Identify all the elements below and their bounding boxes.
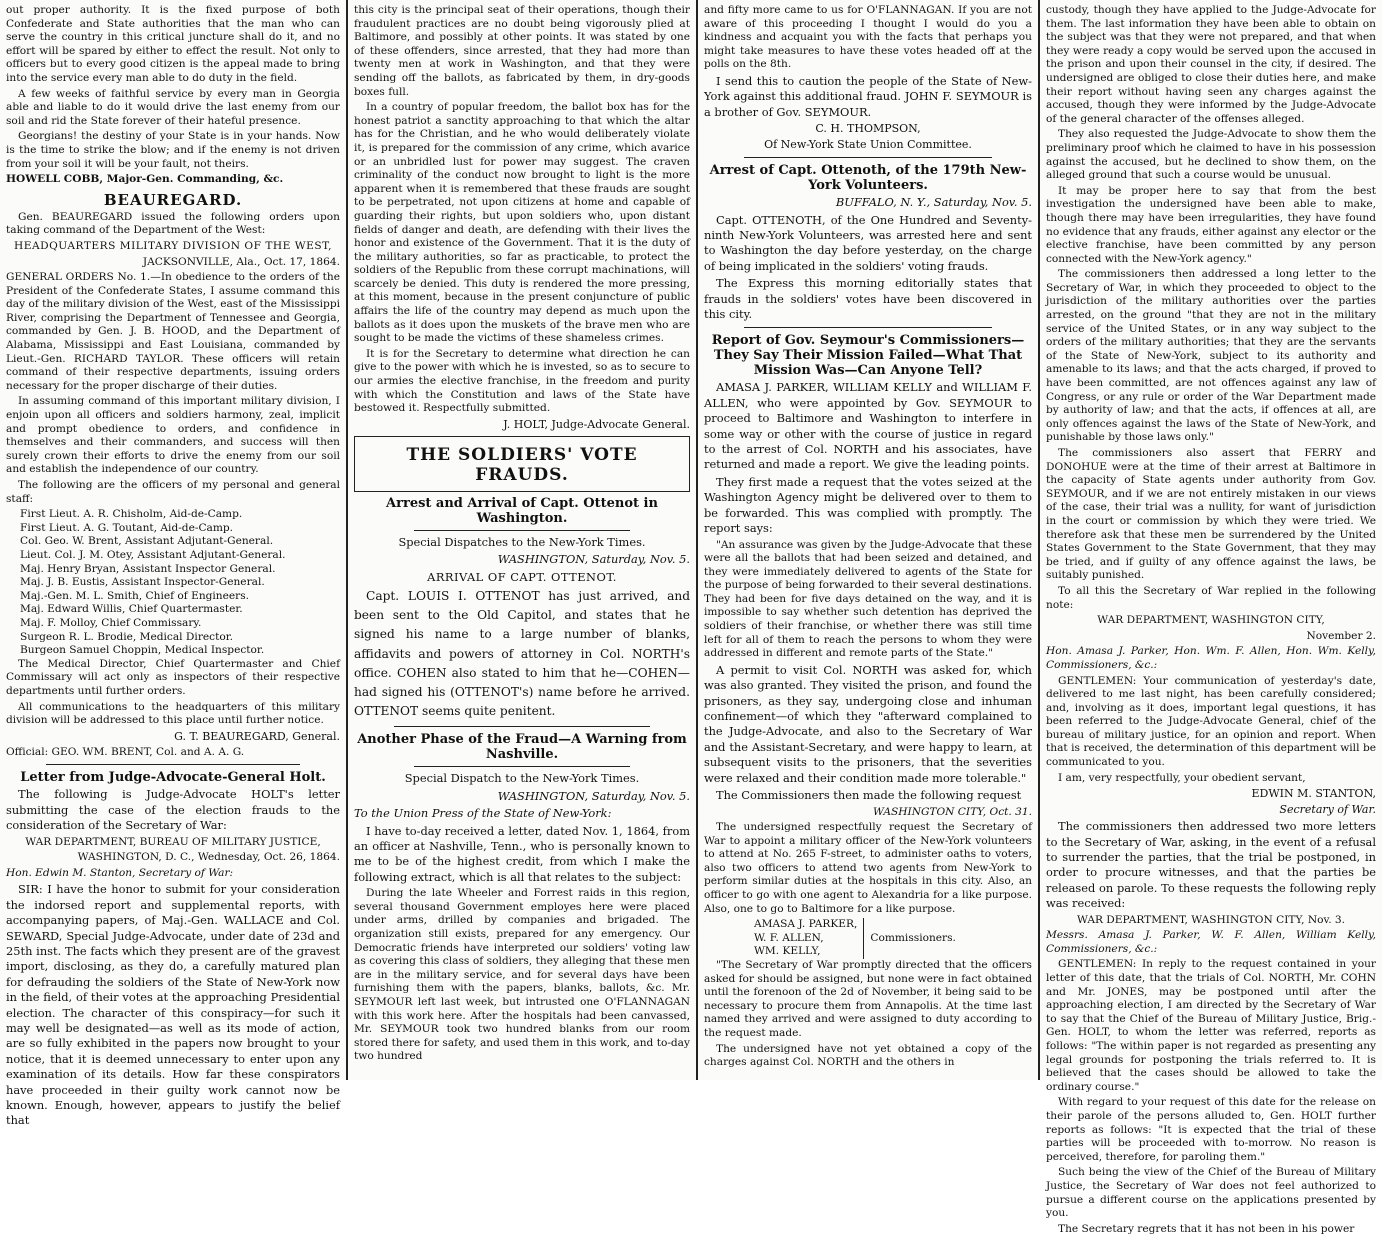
dateline: WASHINGTON, D. C., Wednesday, Oct. 26, 1864. xyxy=(77,851,340,864)
divider xyxy=(744,327,992,328)
main-headline: THE SOLDIERS' VOTE FRAUDS. xyxy=(406,444,638,485)
salutation: Messrs. Amasa J. Parker, W. F. Allen, William Kelly, Commissioners, &c.: xyxy=(1046,929,1376,955)
paragraph: SIR: I have the honor to submit for your consideration the indorsed report and supplemental reports, with accompanying papers, of Maj.-Gen. WALLACE and Col. SEWARD, Special Judge-Advocate, under date of 23d and 25th inst. The facts which they present are of the gravest import, disclosing, as they do, a carefully matured plan for defrauding the soldiers of the State of New-York now in the field, of their votes at the approaching Presidential election. The character of this conspiracy—for such it may well be designated—as well as its mode of action, are so fully exhibited in the papers now brought to your notice, that it is deemed unnecessary to enter upon any examination of its details. How far these conspirators have proceeded in their guilty work cannot now be known. Enough, however, appears to justify the belief that xyxy=(6,882,340,1128)
paragraph: I have to-day received a letter, dated Nov. 1, 1864, from an officer at Nashville, Tenn., who is personally known to me to be of the highest credit, from which I make the following extract, which is all that relates to the subject: xyxy=(354,823,690,884)
signature: C. H. THOMPSON, xyxy=(815,122,921,136)
paragraph: The following are the officers of my personal and general staff: xyxy=(6,479,340,505)
divider xyxy=(414,766,630,767)
paragraph: GENTLEMEN: In reply to the request contained in your letter of this date, that the trials of Col. NORTH, Mr. COHN and Mr. JONES, may be postponed until after the approaching election, I am directed by the Secretary of War to say that the Chief of the Bureau of Military Justice, Brig.-Gen. HOLT, to whom the letter was referred, reports as follows: "The within paper is not regarded as presenting any legal grounds for postponing the trials referred to. It is believed that the cases should be allowed to take the ordinary course." xyxy=(1046,958,1376,1093)
paragraph: During the late Wheeler and Forrest raids in this region, several thousand Government employes here were placed under arms, drilled by companies and brigaded. The organization still exists, prepared for any emergency. Our Democratic friends have interpreted our soldiers' voting law as covering this class of soldiers, they alleging that these men are in the military service, and for several days have been furnishing them with the papers, blanks, ballots, &c. Mr. SEYMOUR left last week, but intrusted one O'FLANNAGAN with this work here. After the hospitals had been canvassed, Mr. SEYMOUR took two hundred blanks from our room stored there for safety, and used them in this work, and to-day two hundred xyxy=(354,887,690,1063)
paragraph: GENERAL ORDERS No. 1.—In obedience to the orders of the President of the Confederate States, I assume command this day of the military division of the West, east of the Mississippi River, comprising the Department of Tennessee and Georgia, commanded by Gen. J. B. HOOD, and the Department of Alabama, Mississippi and East Louisiana, commanded by Lieut.-Gen. RICHARD TAYLOR. These officers will retain command of their respective departments, issuing orders necessary for the proper discharge of their duties. xyxy=(6,271,340,392)
paragraph: The Secretary regrets that it has not been in his power xyxy=(1058,1222,1355,1235)
paragraph: The undersigned respectfully request the Secretary of War to appoint a military officer of the New-York volunteers to attend at No. 265 F-street, to administer oaths to voters, also two officers to attend two agents from New-York to perform similar duties at the hospitals in this city. Also, an officer to go with one agent to Alexandria for a like purpose. Also, one to go to Baltimore for a like purpose. xyxy=(704,821,1032,915)
dateline: HEADQUARTERS MILITARY DIVISION OF THE WEST, xyxy=(14,239,332,252)
paragraph: The Express this morning editorially states that frauds in the soldiers' votes have been discovered in this city. xyxy=(704,276,1032,322)
paragraph: I am, very respectfully, your obedient servant, xyxy=(1058,771,1306,784)
staff-list xyxy=(6,508,340,658)
dateline: WASHINGTON, Saturday, Nov. 5. xyxy=(497,788,690,803)
paragraph: Capt. OTTENOTH, of the One Hundred and Seventy-ninth New-York Volunteers, was arrested here and sent to Washington the day before yesterday, on the charge of being implicated in the soldiers' voting frauds. xyxy=(704,212,1032,273)
paragraph: With regard to your request of this date for the release on their parole of the persons alluded to, Gen. HOLT further reports as follows: "It is expected that the trial of these parties will be proceeded with to-morrow. No reason is perceived, therefore, for paroling them." xyxy=(1046,1096,1376,1163)
paragraph: In assuming command of this important military division, I enjoin upon all officers and soldiers harmony, zeal, implicit and prompt obedience to orders, and confidence in themselves and their commanders, and success will then surely crown their efforts to drive the enemy from our soil and establish the independence of our country. xyxy=(6,395,340,476)
divider xyxy=(394,726,650,727)
dateline: WAR DEPARTMENT, WASHINGTON CITY, Nov. 3. xyxy=(1076,913,1346,926)
dateline: WASHINGTON CITY, Oct. 31. xyxy=(873,805,1032,818)
paragraph: "An assurance was given by the Judge-Advocate that these were all the ballots that had been seized and detained, and they were immediately delivered to agents of the State for the purpose of being forwarded to their several destinations. They had been for five days detained on the way, and it is impossible to say whether such detention has deprived the soldiers of their franchise, or whether there was still time left for all of them to reach the persons to whom they were addressed in different and remote parts of the State." xyxy=(704,538,1032,660)
section-heading: Arrest and Arrival of Capt. Ottenot in Washington. xyxy=(386,495,658,526)
commissioners-block xyxy=(704,918,1032,959)
dispatch-line: Special Dispatches to the New-York Times. xyxy=(398,534,646,549)
divider xyxy=(46,764,300,765)
dateline: BUFFALO, N. Y., Saturday, Nov. 5. xyxy=(835,195,1032,210)
column-2 xyxy=(348,0,696,1080)
dateline: WAR DEPARTMENT, BUREAU OF MILITARY JUSTICE, xyxy=(25,835,321,848)
paragraph: out proper authority. It is the fixed purpose of both Confederate and State authorities that the man who can serve the country in this critical juncture shall do it, and no effort will be spared by either to effect the result. Not only to officers but to every good citizen is the appeal made to bring into the service every man able to do duty in the field. xyxy=(6,4,340,84)
commissioner-name: W. F. ALLEN, xyxy=(754,931,824,944)
dateline: WASHINGTON, Saturday, Nov. 5. xyxy=(497,552,690,567)
paragraph: The undersigned have not yet obtained a copy of the charges against Col. NORTH and the others in xyxy=(704,1042,1032,1069)
section-heading: Arrest of Capt. Ottenoth, of the 179th New-York Volunteers. xyxy=(709,163,1027,194)
paragraph: The commissioners then addressed a long letter to the Secretary of War, in which they proceeded to object to the jurisdiction of the military authorities over the parties arrested, on the ground "that they are not in the military service of the United States, or in any way subject to the orders of the military authorities; that they are the servants of the State of New-York, subject to its authority and amenable to its laws; and that the acts charged, if proved to have been committed, are not offences against any law of Congress, or any rule or order of the War Department made by authority of law; and that the acts, if offences at all, are only offences against the laws of the State of New-York, and punishable by those laws only." xyxy=(1046,268,1376,444)
commissioners-label: Commissioners. xyxy=(870,931,956,944)
dispatch-line: Special Dispatch to the New-York Times. xyxy=(404,771,640,786)
paragraph: The following is Judge-Advocate HOLT's letter submitting the case of the election frauds to the consideration of the Secretary of War: xyxy=(6,787,340,833)
paragraph: and fifty more came to us for O'FLANNAGAN. If you are not aware of this proceeding I thought I would do you a kindness and acquaint you with the facts that perhaps you might take measures to have these votes headed off at the polls on the 8th. xyxy=(704,4,1032,71)
paragraph: The Medical Director, Chief Quartermaster and Chief Commissary will act only as inspectors of their respective departments until further orders. xyxy=(6,657,340,697)
paragraph: It may be proper here to say that from the best investigation the undersigned have been able to make, though there may have been irregularities, they have found no evidence that any frauds, either against any elector or the elective franchise, have been committed by any person connected with the New-York agency." xyxy=(1046,184,1376,265)
signature: J. HOLT, Judge-Advocate General. xyxy=(503,417,690,431)
paragraph: A few weeks of faithful service by every man in Georgia able and liable to do it would drive the last enemy from our soil and rid the State forever of their hateful presence. xyxy=(6,87,340,127)
staff-item: Maj. Henry Bryan, Assistant Inspector General. xyxy=(20,562,276,575)
paragraph: Georgians! the destiny of your State is in your hands. Now is the time to strike the blow; and if the enemy is not driven from your soil it will be your fault, not theirs. xyxy=(6,130,340,170)
paragraph: The commissioners then addressed two more letters to the Secretary of War, asking, in the event of a refusal to surrender the parties, that the trial be postponed, in order to procure witnesses, and that the parties be released on parole. To these requests the following reply was received: xyxy=(1046,819,1376,911)
paragraph: All communications to the headquarters of this military division will be addressed to this place until further notice. xyxy=(6,700,340,727)
staff-item: First Lieut. A. G. Toutant, Aid-de-Camp. xyxy=(20,521,234,534)
salutation: Hon. Edwin M. Stanton, Secretary of War: xyxy=(6,866,234,879)
commissioner-name: WM. KELLY, xyxy=(754,945,821,958)
section-heading: Letter from Judge-Advocate-General Holt. xyxy=(20,770,326,786)
paragraph: To all this the Secretary of War replied in the following note: xyxy=(1046,584,1376,611)
staff-item: Surgeon R. L. Brodie, Medical Director. xyxy=(20,630,233,643)
dateline: JACKSONVILLE, Ala., Oct. 17, 1864. xyxy=(142,255,340,268)
divider xyxy=(744,157,992,158)
paragraph: GENTLEMEN: Your communication of yesterday's date, delivered to me last night, has been carefully considered; and, involving as it does, important legal questions, it has been referred to the Judge-Advocate General, chief of the bureau of military justice, for an opinion and report. When that is received, the determination of this department will be communicated to you. xyxy=(1046,674,1376,769)
paragraph: custody, though they have applied to the Judge-Advocate for them. The last information they have been able to obtain on the subject was that they were not prepared, and that when they were ready a copy would be served upon the accused in the prison and upon their counsel in the city, if desired. The undersigned are obliged to close their duties here, and make their report without having seen any charges against the accused, though they were informed by the Judge-Advocate of the general character of the offenses alleged. xyxy=(1046,4,1376,125)
paragraph: Such being the view of the Chief of the Bureau of Military Justice, the Secretary of War does not feel authorized to pursue a different course on the applications presented by you. xyxy=(1046,1166,1376,1220)
column-4 xyxy=(1040,0,1382,1235)
column-1 xyxy=(0,0,346,1128)
signature: Official: GEO. WM. BRENT, Col. and A. A. G. xyxy=(6,745,245,758)
staff-item: Maj. F. Molloy, Chief Commissary. xyxy=(20,616,202,629)
staff-item: Maj.-Gen. M. L. Smith, Chief of Engineers. xyxy=(20,589,250,602)
section-heading: Another Phase of the Fraud—A Warning from Nashville. xyxy=(357,732,687,763)
paragraph: this city is the principal seat of their operations, though their fraudulent practices are no doubt being vigorously plied at Baltimore, and possibly at other points. It was stated by one of these offenders, since arrested, that they had more than twenty men at work in Washington, and that they were sending off the ballots, as fabricated by them, in dry-goods boxes full. xyxy=(354,4,690,98)
signature: EDWIN M. STANTON, xyxy=(1251,787,1376,801)
section-heading: BEAUREGARD. xyxy=(103,190,243,209)
commissioner-names xyxy=(754,918,864,959)
salutation: Hon. Amasa J. Parker, Hon. Wm. F. Allen, Hon. Wm. Kelly, Commissioners, &c.: xyxy=(1046,645,1376,671)
column-3 xyxy=(698,0,1038,1080)
paragraph: Capt. LOUIS I. OTTENOT has just arrived, and been sent to the Old Capitol, and states that he signed his name to a large number of blanks, affidavits and powers of attorney in Col. NORTH's office. COHEN also stated to him that he—COHEN—had signed his (OTTENOT's) name before he arrived. OTTENOT seems quite penitent. xyxy=(354,589,690,719)
staff-item: Lieut. Col. J. M. Otey, Assistant Adjutant-General. xyxy=(20,548,286,561)
paragraph: In a country of popular freedom, the ballot box has for the honest patriot a sanctity approaching to that which the altar has for the Christian, and he who would deliberately violate it, is prepared for the commission of any crime, which avarice or an unbridled lust for power may suggest. The craven criminality of the conduct now brought to light is the more apparent when it is remembered that these frauds are sought to be perpetrated, not upon citizens at home and capable of guarding their rights, but upon soldiers who, upon distant fields of danger and death, are defending with their lives the honor and existence of the Government. That it is the duty of the military authorities, so far as practicable, to protect the soldiers of the Republic from these corrupt machinations, will scarcely be denied. This duty is rendered the more pressing, at this moment, because in the present conjuncture of public affairs the life of the country may depend as much upon the ballots as it does upon the muskets of the brave men who are sought to be made the victims of these shameless crimes. xyxy=(354,101,690,345)
staff-item: First Lieut. A. R. Chisholm, Aid-de-Camp. xyxy=(20,508,243,521)
staff-item: Burgeon Samuel Choppin, Medical Inspector. xyxy=(20,644,265,657)
salutation: To the Union Press of the State of New-York: xyxy=(354,806,612,821)
subheading: ARRIVAL OF CAPT. OTTENOT. xyxy=(427,569,617,584)
paragraph: I send this to caution the people of the State of New-York against this additional fraud. JOHN F. SEYMOUR is a brother of Gov. SEYMOUR. xyxy=(704,73,1032,119)
paragraph: It is for the Secretary to determine what direction he can give to the power with which he is invested, so as to secure to our armies the elective franchise, in the freedom and purity with which the Constitution and laws of the State have bestowed it. Respectfully submitted. xyxy=(354,347,690,415)
dateline: WAR DEPARTMENT, WASHINGTON CITY, xyxy=(1097,614,1325,627)
signature: G. T. BEAUREGARD, General. xyxy=(174,729,340,743)
signature: HOWELL COBB, Major-Gen. Commanding, &c. xyxy=(6,173,284,186)
signature: Secretary of War. xyxy=(1279,803,1376,817)
staff-item: Maj. Edward Willis, Chief Quartermaster. xyxy=(20,603,243,616)
staff-item: Col. Geo. W. Brent, Assistant Adjutant-General. xyxy=(20,535,274,548)
paragraph: The commissioners also assert that FERRY and DONOHUE were at the time of their arrest at Baltimore in the capacity of State agents under authority from Gov. SEYMOUR, and if we are not entirely mistaken in our views of the case, their trial was a nullity, for want of jurisdiction in the court or commission by which they were tried. We therefore ask that these men be surrendered by the United States Government to the State Government, that they may be tried, and if guilty of any offence against the laws, be suitably punished. xyxy=(1046,447,1376,582)
paragraph: A permit to visit Col. NORTH was asked for, which was also granted. They visited the prison, and found the prisoners, as they say, undergoing close and inhuman confinement—of which they "afterward complained to the Judge-Advocate, and also to the Secretary of War and the Assistant-Secretary, and were happy to learn, at subsequent visits to the prisoners, that the severities were relaxed and their condition made more tolerable." xyxy=(704,662,1032,785)
section-heading: Report of Gov. Seymour's Commissioners—They Say Their Mission Failed—What That Mission Was—Can Anyone Tell? xyxy=(711,333,1025,379)
paragraph: They first made a request that the votes seized at the Washington Agency might be delivered over to them to be forwarded. This was complied with promptly. The report says: xyxy=(704,474,1032,536)
paragraph: "The Secretary of War promptly directed that the officers asked for should be assigned, but none were in fact obtained until the forenoon of the 2d of November, it being said to be necessary to procure them from Annapolis. At the time last named they arrived and were assigned to duty according to the request made. xyxy=(704,959,1032,1039)
paragraph: Gen. BEAUREGARD issued the following orders upon taking command of the Department of the West: xyxy=(6,210,340,237)
commissioner-name: AMASA J. PARKER, xyxy=(754,918,858,931)
paragraph: The Commissioners then made the following request xyxy=(716,788,1022,803)
paragraph: They also requested the Judge-Advocate to show them the preliminary proof which he claimed to have in his possession against the accused, but he declined to show them, on the alleged ground that such a course would be unusual. xyxy=(1046,128,1376,182)
divider xyxy=(414,530,630,531)
headline-box xyxy=(354,436,690,492)
dateline: November 2. xyxy=(1306,629,1376,642)
staff-item: Maj. J. B. Eustis, Assistant Inspector-General. xyxy=(20,576,265,589)
paragraph: AMASA J. PARKER, WILLIAM KELLY and WILLIAM F. ALLEN, who were appointed by Gov. SEYMOUR to proceed to Baltimore and Washington to interfere in some way or other with the course of justice in regard to the arrest of Col. NORTH and his associates, have returned and made a report. We give the leading points. xyxy=(704,380,1032,472)
signature: Of New-York State Union Committee. xyxy=(764,138,972,152)
